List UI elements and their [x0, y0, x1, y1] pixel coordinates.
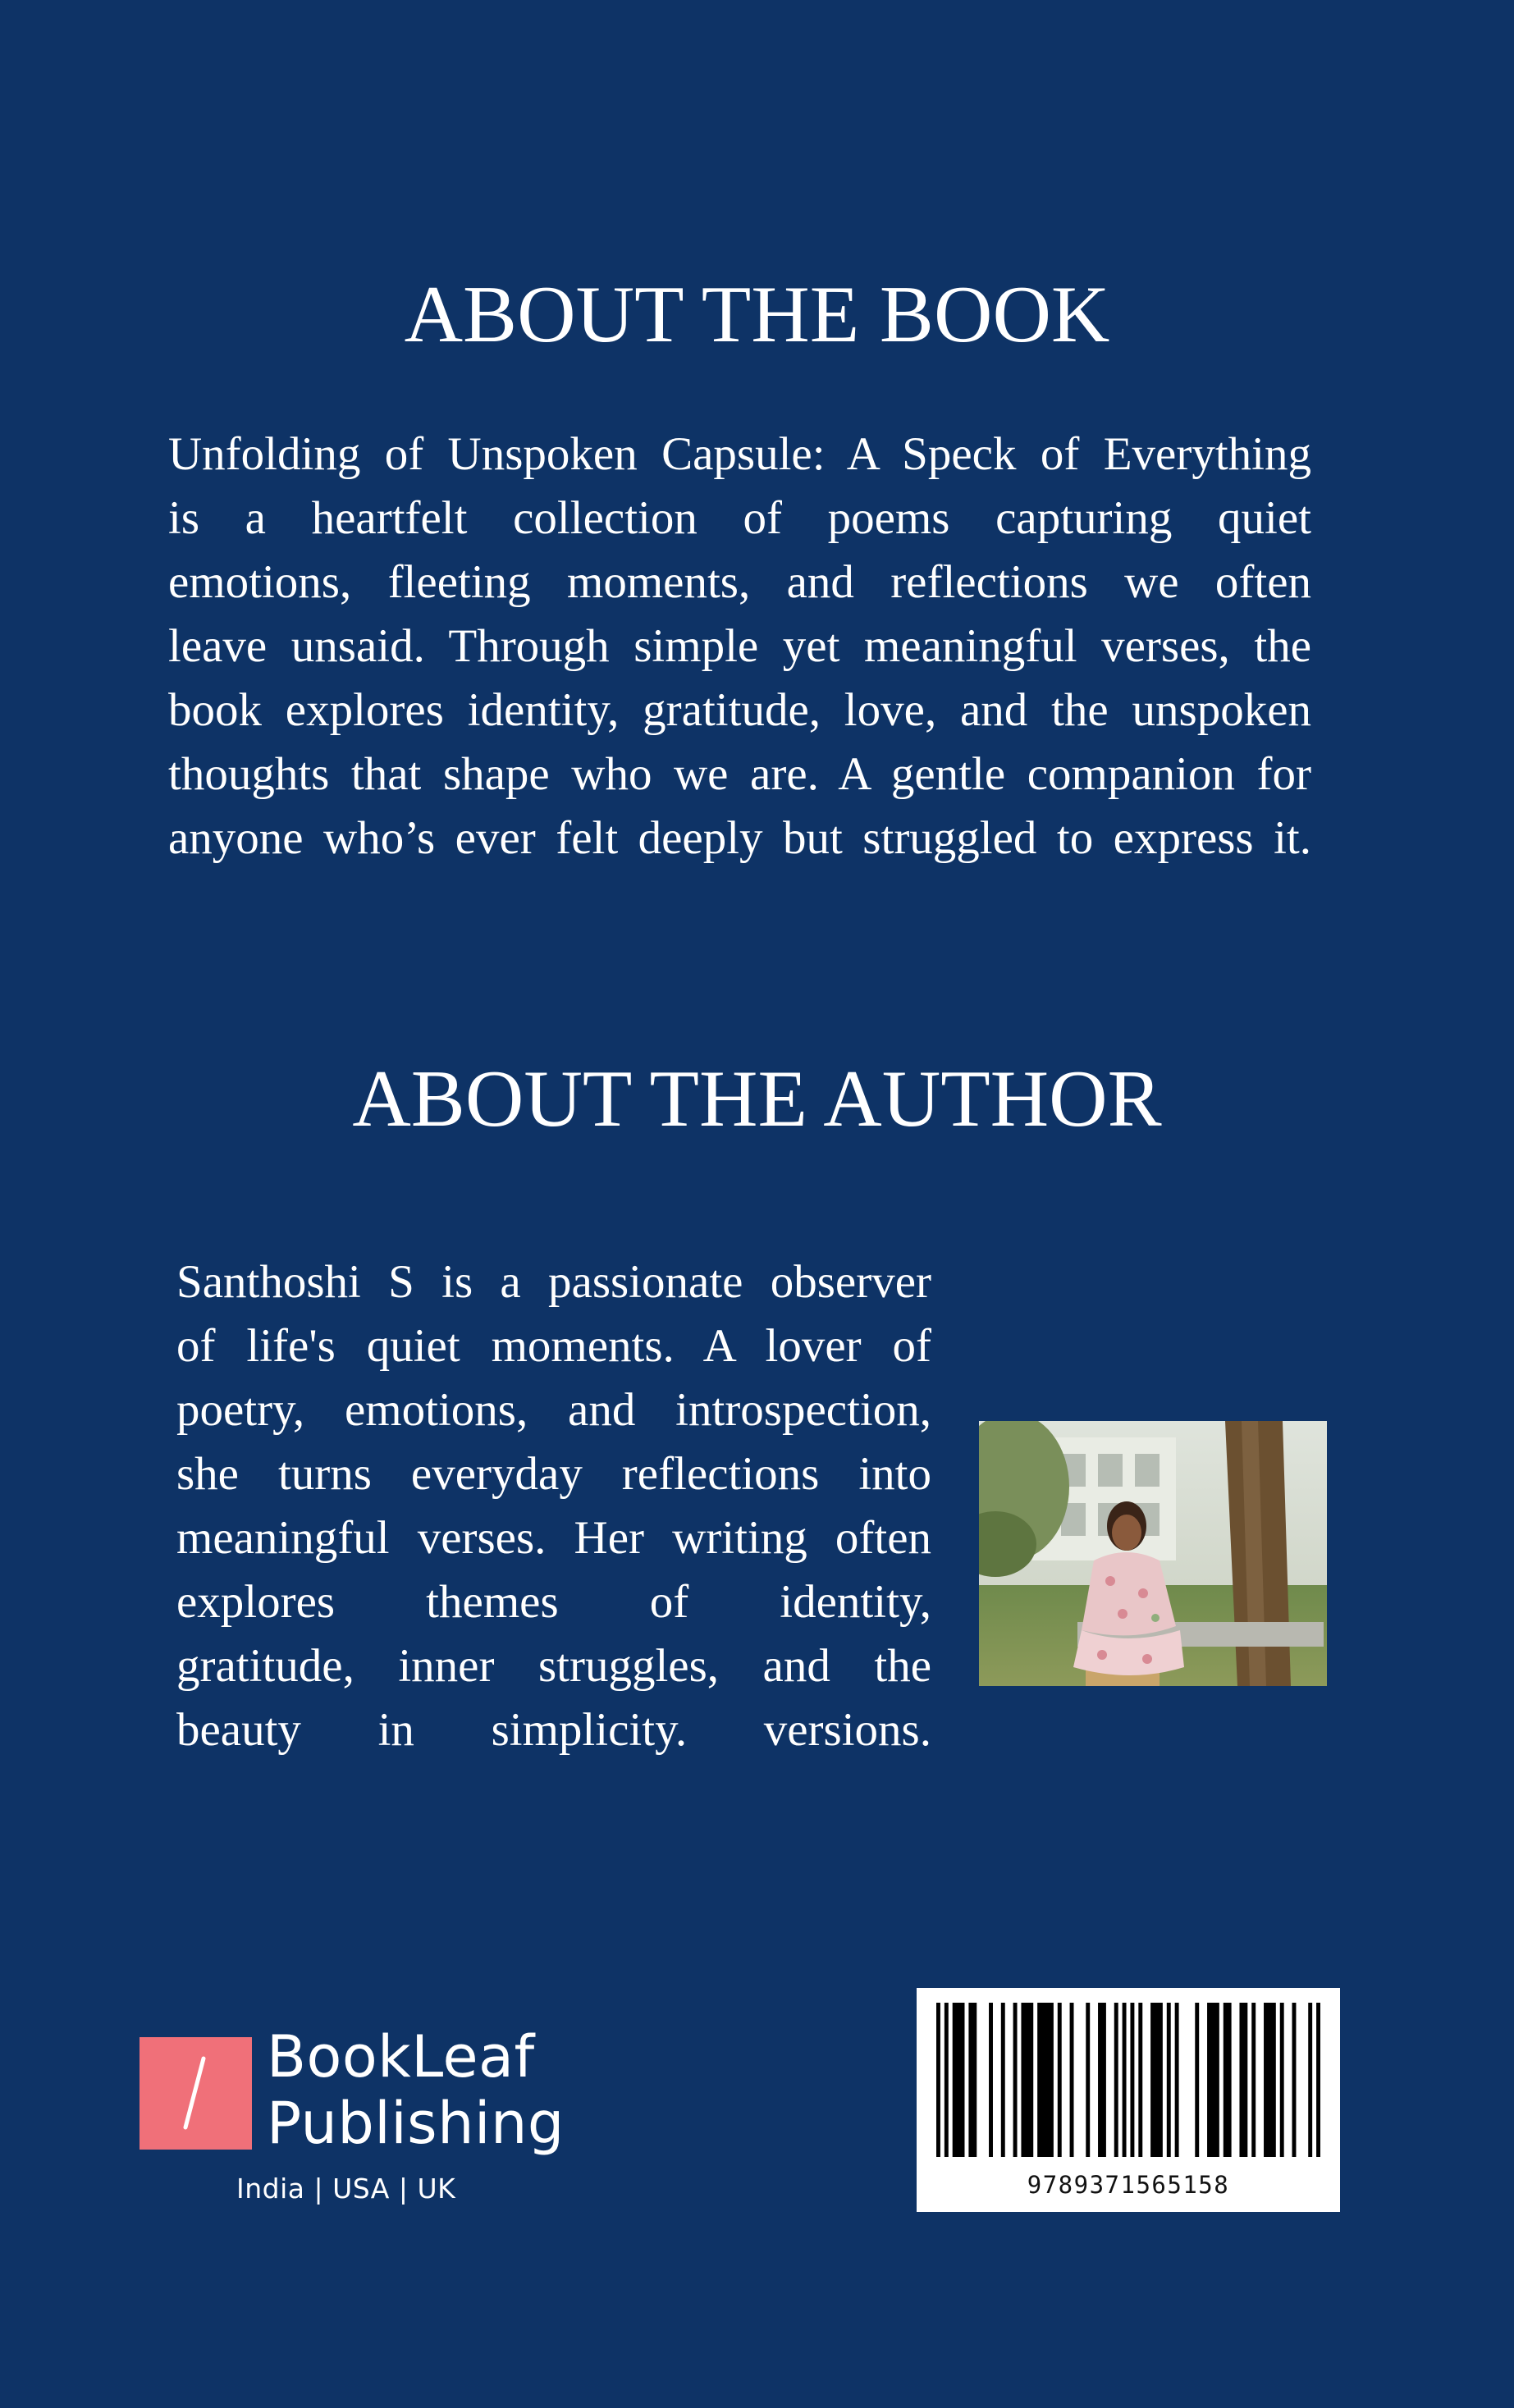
barcode-bar [1316, 2003, 1320, 2157]
barcode-bar [936, 2003, 940, 2157]
barcode-bar [1150, 2003, 1163, 2157]
barcode-bar [1292, 2003, 1297, 2157]
barcode-bar [1013, 2003, 1018, 2157]
publisher-name-line1: BookLeaf [267, 2023, 535, 2090]
barcode-bar [945, 2003, 949, 2157]
about-author-line: she turns everyday reflections into [176, 1448, 931, 1500]
author-photo [979, 1421, 1327, 1686]
barcode-bar [953, 2003, 965, 2157]
about-author-line: gratitude, inner struggles, and the [176, 1640, 931, 1692]
barcode-bar [968, 2003, 977, 2157]
about-book-line: emotions, fleeting moments, and reflections we often [168, 556, 1311, 608]
barcode-bar [1167, 2003, 1171, 2157]
about-book-line: anyone who’s ever felt deeply but struggled to express it. [168, 812, 1311, 864]
barcode-bar [1086, 2003, 1090, 2157]
slash-icon [182, 2055, 207, 2131]
publisher-name-line2: Publishing [267, 2090, 565, 2157]
barcode-bar [1001, 2003, 1005, 2157]
barcode-bar [1058, 2003, 1062, 2157]
barcode-bar [1280, 2003, 1284, 2157]
about-author-line: poetry, emotions, and introspection, [176, 1384, 931, 1436]
isbn-number: 9789371565158 [1027, 2171, 1230, 2199]
about-book-line: leave unsaid. Through simple yet meaningful verses, the [168, 620, 1311, 672]
barcode-bar [1224, 2003, 1232, 2157]
publisher-regions: India | USA | UK [236, 2173, 456, 2205]
about-book-heading: ABOUT THE BOOK [404, 270, 1110, 359]
barcode-bar [1130, 2003, 1134, 2157]
barcode-bar [1195, 2003, 1199, 2157]
barcode-bar [1207, 2003, 1219, 2157]
about-author-line: meaningful verses. Her writing often [176, 1512, 931, 1564]
about-author-heading: ABOUT THE AUTHOR [352, 1054, 1162, 1144]
about-author-line: Santhoshi S is a passionate observer [176, 1256, 931, 1308]
barcode-bar [1239, 2003, 1247, 2157]
barcode-bar [1070, 2003, 1074, 2157]
about-author-line: explores themes of identity, [176, 1576, 931, 1628]
about-book-line: Unfolding of Unspoken Capsule: A Speck of Everything [168, 428, 1311, 480]
about-book-line: book explores identity, gratitude, love, and the unspoken [168, 684, 1311, 736]
barcode-bar [989, 2003, 993, 2157]
about-author-line: of life's quiet moments. A lover of [176, 1320, 931, 1372]
barcode-bar [1138, 2003, 1142, 2157]
about-author-text [176, 1250, 931, 1762]
about-book-line: is a heartfelt collection of poems capturing quiet [168, 492, 1311, 544]
barcode-bar [1021, 2003, 1033, 2157]
barcode-bar [1098, 2003, 1106, 2157]
barcode-bar [1264, 2003, 1276, 2157]
barcode-bar [1114, 2003, 1118, 2157]
barcode-bar [1308, 2003, 1312, 2157]
about-book-text [168, 423, 1311, 870]
about-book-line: thoughts that shape who we are. A gentle companion for [168, 748, 1311, 800]
barcode-bar [1251, 2003, 1256, 2157]
about-author-line: beauty in simplicity. versions. [176, 1704, 931, 1756]
barcode-bar [1175, 2003, 1179, 2157]
barcode-bar [1123, 2003, 1127, 2157]
barcode-bar [1037, 2003, 1054, 2157]
